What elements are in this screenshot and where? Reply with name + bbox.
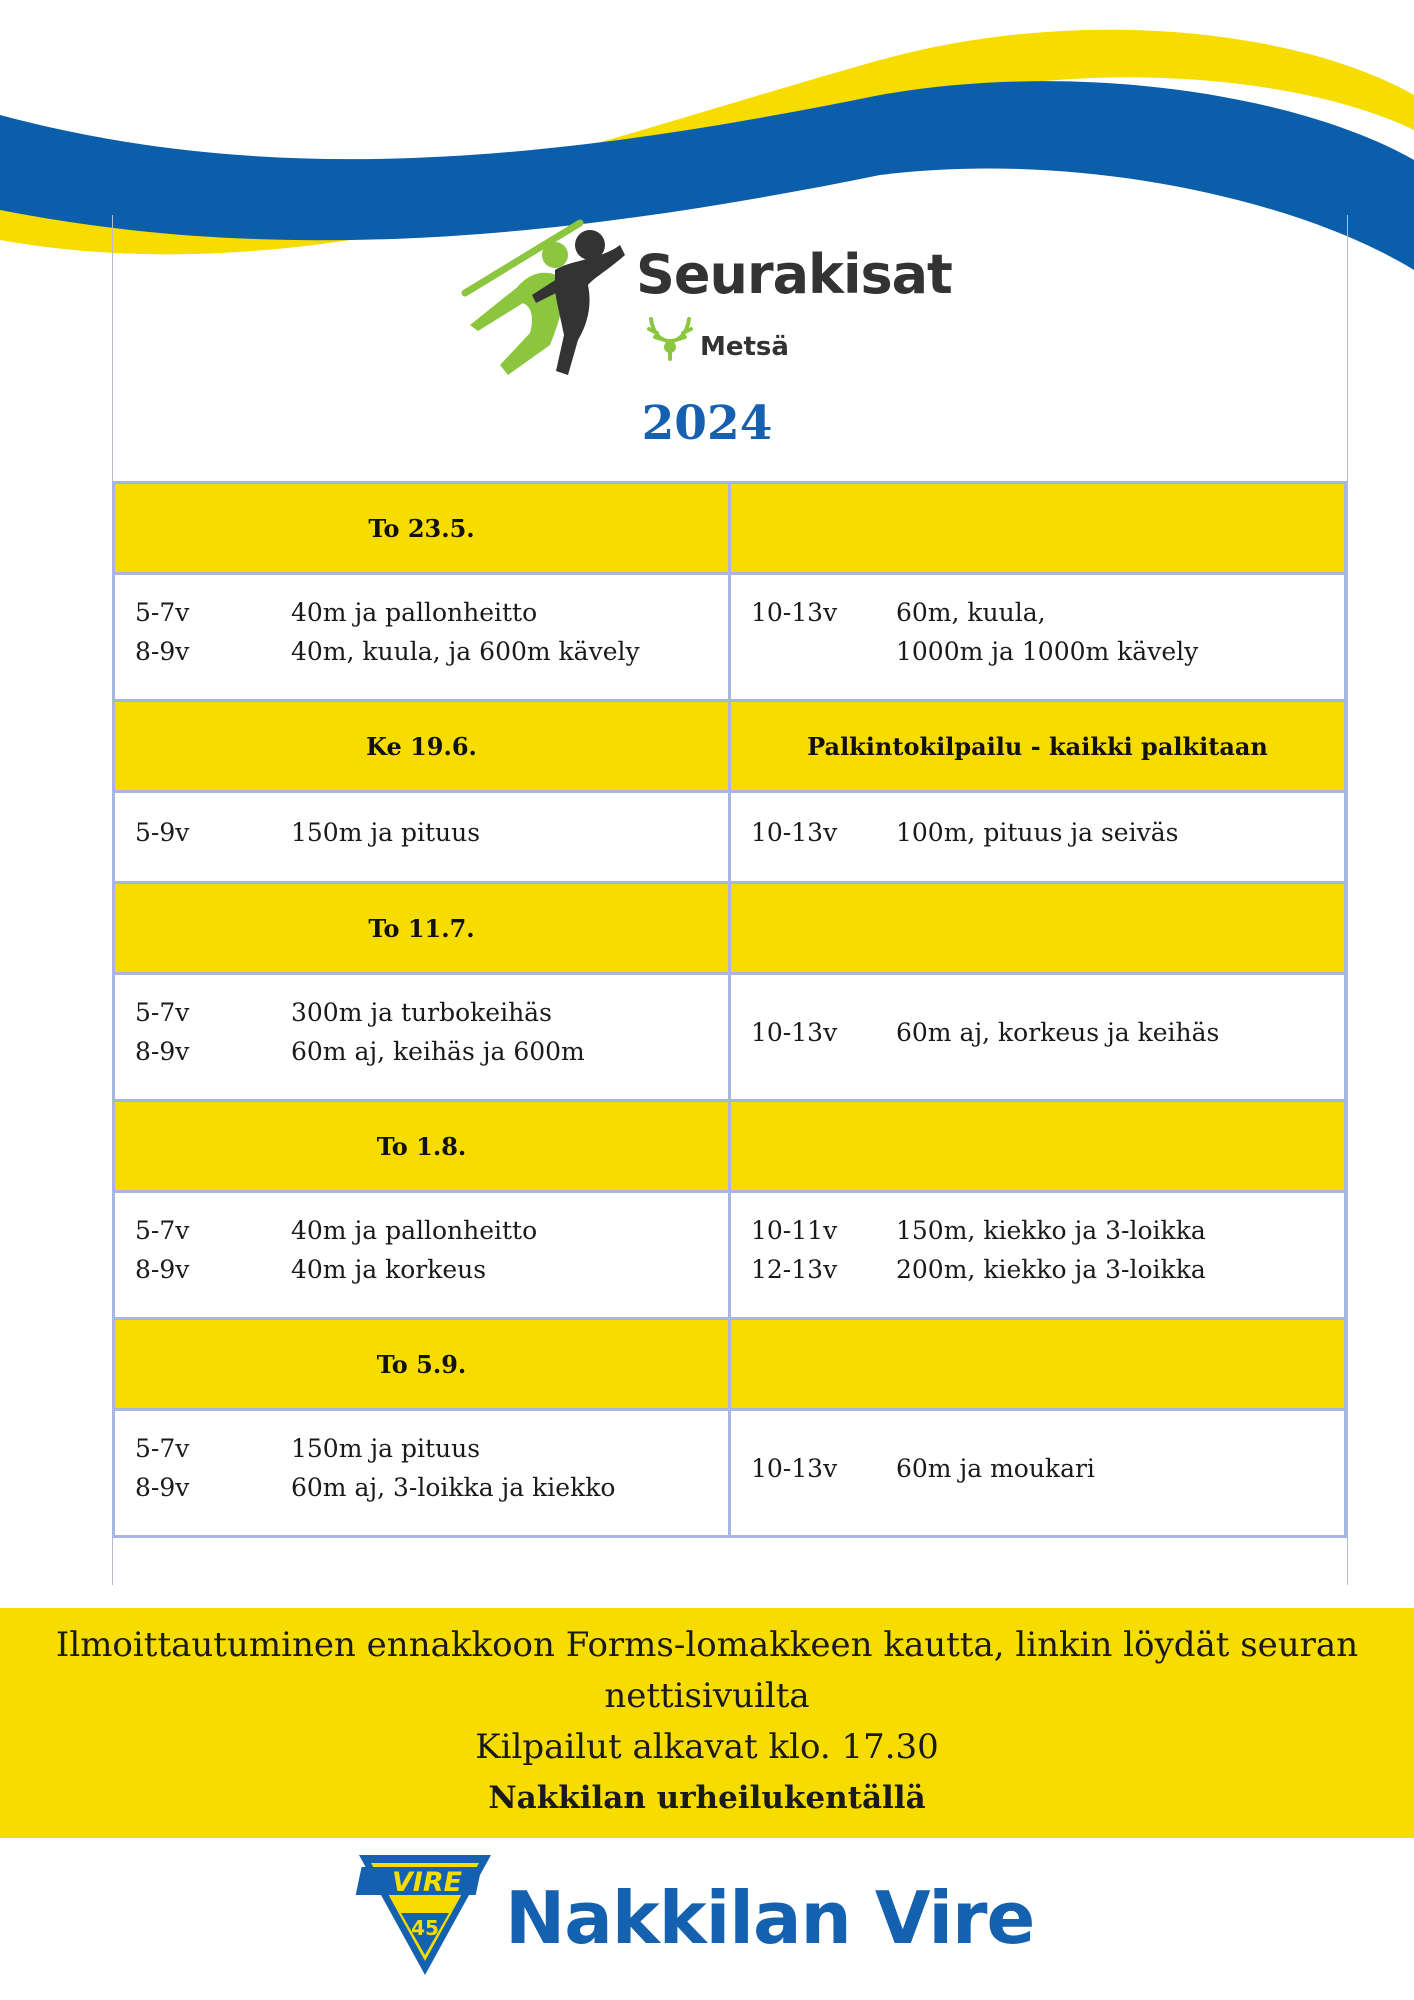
metsa-sponsor-label: Metsä — [700, 332, 789, 362]
header-note — [730, 1319, 1346, 1410]
age-group: 10-13v — [751, 817, 838, 847]
event-line — [731, 1216, 1344, 1255]
age-group: 5-7v — [135, 598, 190, 627]
events-row — [114, 974, 1346, 1101]
events-cell-left — [114, 974, 730, 1101]
date-label: To 11.7. — [114, 883, 730, 974]
date-label: To 5.9. — [114, 1319, 730, 1410]
events-row — [114, 1410, 1346, 1537]
age-group: 10-11v — [751, 1216, 838, 1245]
registration-info: Ilmoittautuminen ennakkoon Forms-lomakkeen kautta, linkin löydät seuran — [55, 1625, 1359, 1665]
events-cell-right — [730, 792, 1346, 883]
event-list: 40m ja pallonheitto — [291, 598, 538, 627]
date-header-row — [114, 483, 1346, 574]
age-group: 8-9v — [135, 637, 190, 666]
event-line — [115, 1434, 728, 1473]
event-line — [731, 818, 1344, 857]
seurakisat-logo — [460, 215, 960, 375]
events-cell-right — [730, 1410, 1346, 1537]
age-group: 8-9v — [135, 1255, 190, 1284]
event-list: 300m ja turbokeihäs — [291, 998, 552, 1027]
events-row — [114, 574, 1346, 701]
event-list: 150m ja pituus — [291, 1434, 481, 1463]
event-list: 1000m ja 1000m kävely — [896, 637, 1199, 666]
events-row — [114, 1192, 1346, 1319]
header-note — [730, 883, 1346, 974]
age-group: 5-7v — [135, 998, 190, 1027]
events-cell-left — [114, 1192, 730, 1319]
date-header-row — [114, 1319, 1346, 1410]
events-row — [114, 792, 1346, 883]
age-group: 5-7v — [135, 1216, 190, 1245]
date-header-row — [114, 883, 1346, 974]
events-cell-right — [730, 1192, 1346, 1319]
date-label: To 1.8. — [114, 1101, 730, 1192]
date-label: To 23.5. — [114, 483, 730, 574]
event-line — [731, 1454, 1344, 1493]
event-line — [115, 1473, 728, 1512]
header-note — [730, 483, 1346, 574]
badge-text: VIRE — [391, 1867, 463, 1898]
event-line — [115, 998, 728, 1037]
age-group: 10-13v — [751, 598, 838, 627]
age-group: 12-13v — [751, 1255, 838, 1284]
event-list: 200m, kiekko ja 3-loikka — [896, 1255, 1206, 1284]
club-name: Nakkilan Vire — [505, 1876, 1035, 1960]
event-line — [115, 1255, 728, 1294]
venue-info: Nakkilan urheilukentällä — [488, 1780, 926, 1816]
registration-info-cont: nettisivuilta — [604, 1676, 810, 1716]
event-list: 100m, pituus ja seiväs — [896, 817, 1179, 847]
event-line — [731, 637, 1344, 676]
event-line — [115, 1216, 728, 1255]
info-banner — [0, 1608, 1414, 1838]
event-list: 60m aj, korkeus ja keihäs — [896, 1017, 1220, 1047]
events-cell-left — [114, 574, 730, 701]
events-cell-left — [114, 1410, 730, 1537]
event-list: 40m, kuula, ja 600m kävely — [291, 637, 640, 666]
event-line — [115, 637, 728, 676]
event-list: 150m, kiekko ja 3-loikka — [896, 1216, 1206, 1245]
event-list: 60m ja moukari — [896, 1453, 1095, 1483]
header-note — [730, 1101, 1346, 1192]
event-line — [731, 598, 1344, 637]
event-line — [115, 1037, 728, 1076]
competition-schedule-table — [112, 481, 1347, 1538]
events-cell-left — [114, 792, 730, 883]
event-list: 40m ja pallonheitto — [291, 1216, 538, 1245]
age-group: 5-7v — [135, 1434, 190, 1463]
schedule-body — [114, 483, 1346, 1537]
event-list: 60m aj, 3-loikka ja kiekko — [291, 1473, 616, 1502]
athletes-icon — [460, 215, 630, 375]
events-cell-right — [730, 974, 1346, 1101]
event-list: 60m, kuula, — [896, 598, 1046, 627]
club-logo — [355, 1846, 1075, 1996]
date-label: Ke 19.6. — [114, 701, 730, 792]
age-group: 8-9v — [135, 1473, 190, 1502]
date-header-row — [114, 701, 1346, 792]
header-note: Palkintokilpailu - kaikki palkitaan — [730, 701, 1346, 792]
badge-number: 45 — [411, 1916, 439, 1940]
event-line — [115, 818, 728, 857]
age-group: 10-13v — [751, 1453, 838, 1483]
event-list: 60m aj, keihäs ja 600m — [291, 1037, 585, 1066]
event-year: 2024 — [641, 396, 773, 451]
age-group: 5-9v — [135, 817, 190, 847]
age-group: 8-9v — [135, 1037, 190, 1066]
start-time-info: Kilpailut alkavat klo. 17.30 — [475, 1727, 939, 1767]
event-line — [731, 1255, 1344, 1294]
event-line — [115, 598, 728, 637]
event-list: 40m ja korkeus — [291, 1255, 487, 1284]
seurakisat-title: Seurakisat — [636, 243, 952, 306]
date-header-row — [114, 1101, 1346, 1192]
moose-antler-icon — [645, 315, 695, 361]
vire-badge-icon — [355, 1851, 495, 1981]
events-cell-right — [730, 574, 1346, 701]
event-line — [731, 1018, 1344, 1057]
age-group: 10-13v — [751, 1017, 838, 1047]
event-list: 150m ja pituus — [291, 817, 481, 847]
